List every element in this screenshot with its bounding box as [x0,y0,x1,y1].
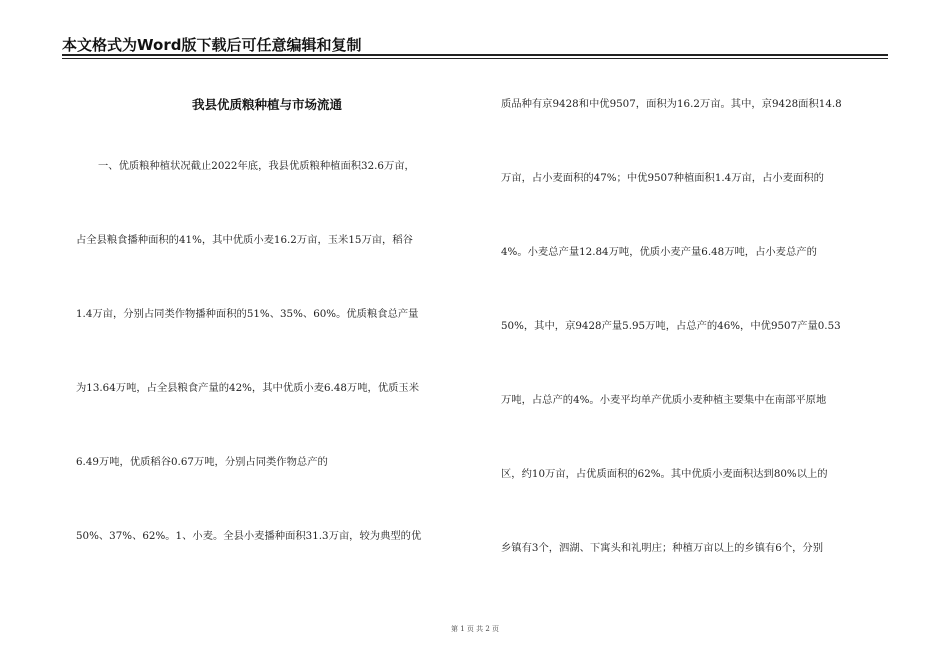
header-rule-thin [62,58,888,59]
left-line-4: 为13.64万吨，占全县粮食产量的42%，其中优质小麦6.48万吨，优质玉米 [76,382,420,394]
right-line-6: 区，约10万亩，占优质面积的62%。其中优质小麦面积达到80%以上的 [501,468,828,480]
right-line-4: 50%，其中，京9428产量5.95万吨，占总产的46%，中优9507产量0.53 [501,320,841,332]
left-line-6: 50%、37%、62%。1、小麦。全县小麦播种面积31.3万亩，较为典型的优 [76,530,422,542]
article-title: 我县优质粮种植与市场流通 [191,97,342,112]
right-line-7: 乡镇有3个，泗湖、下寓头和礼明庄；种植万亩以上的乡镇有6个，分别 [501,542,824,554]
page-number: 第 1 页 共 2 页 [450,625,500,633]
document-header: 本文格式为Word版下载后可任意编辑和复制 [62,36,362,54]
left-line-1: 一、优质粮种植状况截止2022年底，我县优质粮种植面积32.6万亩， [98,160,415,172]
right-line-3: 4%。小麦总产量12.84万吨，优质小麦产量6.48万吨，占小麦总产的 [501,246,817,258]
right-line-2: 万亩，占小麦面积的47%；中优9507种植面积1.4万亩，占小麦面积的 [501,172,824,184]
right-line-5: 万吨，占总产的4%。小麦平均单产优质小麦种植主要集中在南部平原地 [501,394,827,406]
header-rule-thick [62,54,888,56]
right-line-1: 质品种有京9428和中优9507，面积为16.2万亩。其中，京9428面积14.8 [501,98,842,110]
left-line-5: 6.49万吨，优质稻谷0.67万吨，分别占同类作物总产的 [76,456,328,468]
left-line-2: 占全县粮食播种面积的41%，其中优质小麦16.2万亩，玉米15万亩，稻谷 [76,234,413,246]
left-line-3: 1.4万亩，分别占同类作物播种面积的51%、35%、60%。优质粮食总产量 [76,308,419,320]
